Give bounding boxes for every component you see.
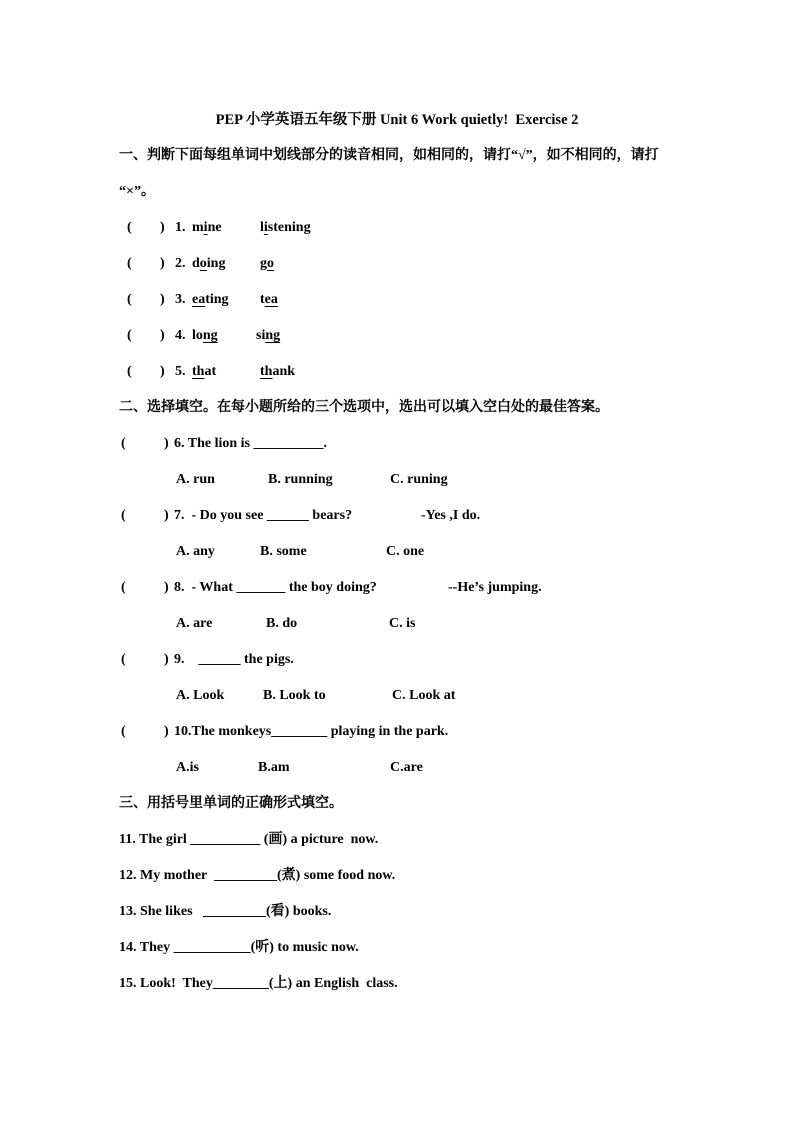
answer-paren-open: (: [127, 328, 132, 343]
underlined-part: ng: [202, 328, 218, 343]
option-b: B. some: [260, 544, 307, 559]
option-c: C. is: [389, 616, 416, 631]
section1-heading-line1: 一、判断下面每组单词中划线部分的读音相同，如相同的，请打“√”，如不相同的，请打: [119, 148, 659, 163]
option-a: A. run: [176, 472, 215, 487]
item-number: 3.: [175, 292, 186, 307]
option-c: C. one: [386, 544, 425, 559]
word-2: go: [260, 256, 274, 271]
word-2: tea: [260, 292, 278, 307]
item-number: 5.: [175, 364, 186, 379]
option-b: B. Look to: [263, 688, 326, 703]
word-1: long: [192, 328, 218, 343]
fill-in-question-14: 14. They ___________(听) to music now.: [119, 940, 359, 955]
option-b: B. do: [266, 616, 298, 631]
fill-in-question-11: 11. The girl __________ (画) a picture now.: [119, 832, 379, 847]
word-1: that: [192, 364, 217, 379]
answer-paren-close: ): [164, 724, 169, 739]
dialogue-response: -Yes ,I do.: [421, 508, 481, 523]
answer-paren-open: (: [127, 256, 132, 271]
question-text: 8. - What _______ the boy doing?: [174, 580, 377, 595]
question-text: 9. ______ the pigs.: [174, 652, 294, 667]
word-1: doing: [192, 256, 226, 271]
option-b: B. running: [268, 472, 333, 487]
answer-paren-open: (: [127, 292, 132, 307]
answer-paren-close: ): [164, 508, 169, 523]
item-number: 2.: [175, 256, 186, 271]
option-c: C. Look at: [392, 688, 456, 703]
question-text: 10.The monkeys________ playing in the park.: [174, 724, 449, 739]
option-a: A. are: [176, 616, 213, 631]
item-number: 4.: [175, 328, 186, 343]
answer-paren-open: (: [121, 580, 126, 595]
fill-in-question-12: 12. My mother _________(煮) some food now.: [119, 868, 396, 883]
underlined-part: ea: [264, 292, 278, 307]
question-text: 7. - Do you see ______ bears?: [174, 508, 353, 523]
dialogue-response: --He’s jumping.: [448, 580, 542, 595]
answer-paren-close: ): [160, 364, 165, 379]
option-b: B.am: [258, 760, 290, 775]
answer-paren-close: ): [160, 256, 165, 271]
question-text: 6. The lion is __________.: [174, 436, 327, 451]
underlined-part: i: [263, 220, 268, 235]
answer-paren-close: ): [164, 436, 169, 451]
word-2: thank: [260, 364, 296, 379]
underlined-part: i: [203, 220, 208, 235]
answer-paren-close: ): [160, 328, 165, 343]
underlined-part: th: [260, 364, 273, 379]
option-c: C.are: [390, 760, 423, 775]
underlined-part: ng: [265, 328, 281, 343]
item-number: 1.: [175, 220, 186, 235]
option-a: A. any: [176, 544, 215, 559]
answer-paren-open: (: [121, 508, 126, 523]
section3-heading: 三、用括号里单词的正确形式填空。: [119, 796, 343, 811]
answer-paren-close: ): [164, 652, 169, 667]
underlined-part: o: [199, 256, 207, 271]
answer-paren-close: ): [164, 580, 169, 595]
underlined-part: ea: [192, 292, 206, 307]
section1-heading-line2: “×”。: [119, 184, 155, 199]
underlined-part: th: [192, 364, 205, 379]
answer-paren-close: ): [160, 292, 165, 307]
answer-paren-open: (: [121, 652, 126, 667]
option-a: A. Look: [176, 688, 225, 703]
word-2: sing: [256, 328, 281, 343]
fill-in-question-13: 13. She likes _________(看) books.: [119, 904, 332, 919]
word-2: listening: [260, 220, 311, 235]
underlined-part: o: [267, 256, 274, 271]
answer-paren-close: ): [160, 220, 165, 235]
section2-heading: 二、选择填空。在每小题所给的三个选项中，选出可以填入空白处的最佳答案。: [119, 400, 609, 415]
fill-in-question-15: 15. Look! They________(上) an English class.: [119, 976, 398, 991]
word-1: mine: [192, 220, 222, 235]
option-a: A.is: [176, 760, 199, 775]
answer-paren-open: (: [121, 436, 126, 451]
option-c: C. runing: [390, 472, 448, 487]
answer-paren-open: (: [127, 220, 132, 235]
answer-paren-open: (: [127, 364, 132, 379]
word-1: eating: [192, 292, 229, 307]
answer-paren-open: (: [121, 724, 126, 739]
page-title: PEP 小学英语五年级下册 Unit 6 Work quietly! Exercise 2: [215, 112, 579, 128]
